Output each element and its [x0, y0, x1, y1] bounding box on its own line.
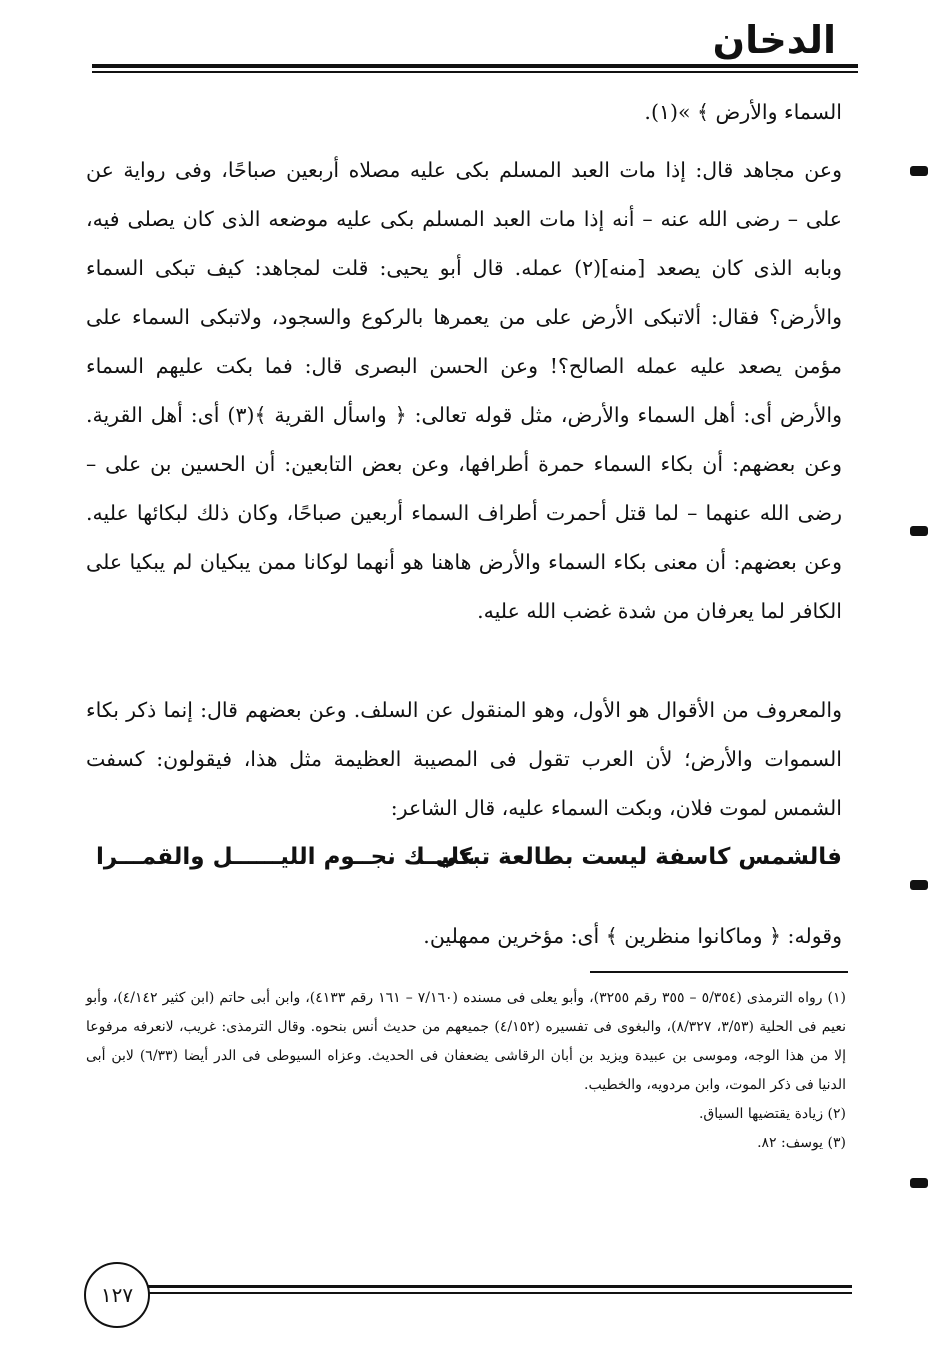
footer-rule-thick: [140, 1285, 852, 1288]
running-header-title: الدخان: [712, 18, 836, 62]
quran-verse-line: وقوله: ﴿ وماكانوا منظرين ﴾ أى: مؤخرين ممهلين.: [423, 924, 842, 948]
margin-mark: [910, 880, 928, 890]
margin-mark: [910, 526, 928, 536]
page-number: ١٢٧: [84, 1262, 150, 1328]
paragraph-known-view: والمعروف من الأقوال هو الأول، وهو المنقول عن السلف. وعن بعضهم قال: إنما ذكر بكاء السموات والأرض؛ لأن العرب تقول فى المصيبة العظيمة مثل هذا، فيقولون: كسفت الشمس لموت فلان، وبكت السماء عليه، قال الشاعر:: [86, 698, 842, 820]
footer-rule-thin: [140, 1292, 852, 1294]
paragraph-mujahid: وعن مجاهد قال: إذا مات العبد المسلم بكى عليه مصلاه أربعين صباحًا، وفى رواية عن على – رضى الله عنه – أنه إذا مات العبد المسلم بكى عليه موضعه الذى كان يصلى فيه، وبابه الذى كان يصعد [منه](٢) عمله. قال أبو يحيى: قلت لمجاهد: كيف تبكى السماء والأرض؟ فقال: ألاتبكى الأرض على من يعمرها بالركوع والسجود، ولاتبكى السماء على مؤمن يصعد عليه عمله الصالح؟! وعن الحسن البصرى قال: فما بكت عليهم السماء والأرض أى: أهل السماء والأرض، مثل قوله تعالى: ﴿ واسأل القرية ﴾(٣) أى: أهل القرية. وعن بعضهم: أن بكاء السماء حمرة أطرافها، وعن بعض التابعين: أن الحسين بن على – رضى الله عنهما – لما قتل أحمرت أطراف السماء أربعين صباحًا، وكان ذلك لبكائها عليه. وعن بعضهم: أن معنى بكاء السماء والأرض هاهنا هو أنهما لوكانا ممن يبكيان لم يبكيا على الكافر لما يعرفان من شدة غضب الله عليه.: [86, 158, 842, 623]
poem-first-hemistich: فالشمس كاسفة ليست بطالعة تبكى: [435, 844, 842, 870]
footnote-3: (٣) يوسف: ٨٢.: [757, 1135, 846, 1151]
header-rule-thick: [92, 64, 858, 68]
continued-line: السماء والأرض ﴾ »(١).: [644, 100, 842, 124]
footnotes: [86, 984, 846, 1158]
footnote-1: (١) رواه الترمذى (٥/٣٥٤ – ٣٥٥ رقم ٣٢٥٥)، وأبو يعلى فى مسنده (٧/١٦٠ – ١٦١ رقم ٤١٣٣)، وابن أبى حاتم (ابن كثير ٤/١٤٢)، وأبو نعيم فى الحلية (٣/٥٣، ٨/٣٢٧)، والبغوى فى تفسيره (٤/١٥٢) جميعهم من حديث أنس بنحوه. وقال الترمذى: غريب، لانعرفه مرفوعا إلا من هذا الوجه، وموسى بن عبيدة ويزيد بن أبان الرقاشى يضعفان فى الحديث. وعزاه السيوطى فى الدر أيضا (٦/٣٣) لابن أبى الدنيا فى ذكر الموت، وابن مردويه، والخطيب.: [86, 990, 846, 1093]
poem-second-hemistich: عليــك نجــوم الليــــــل والقمـــرا: [96, 844, 476, 870]
header-rule-thin: [92, 71, 858, 73]
footnote-2: (٢) زيادة يقتضيها السياق.: [698, 1106, 846, 1122]
margin-mark: [910, 1178, 928, 1188]
footnote-separator: [590, 971, 848, 973]
margin-mark: [910, 166, 928, 176]
